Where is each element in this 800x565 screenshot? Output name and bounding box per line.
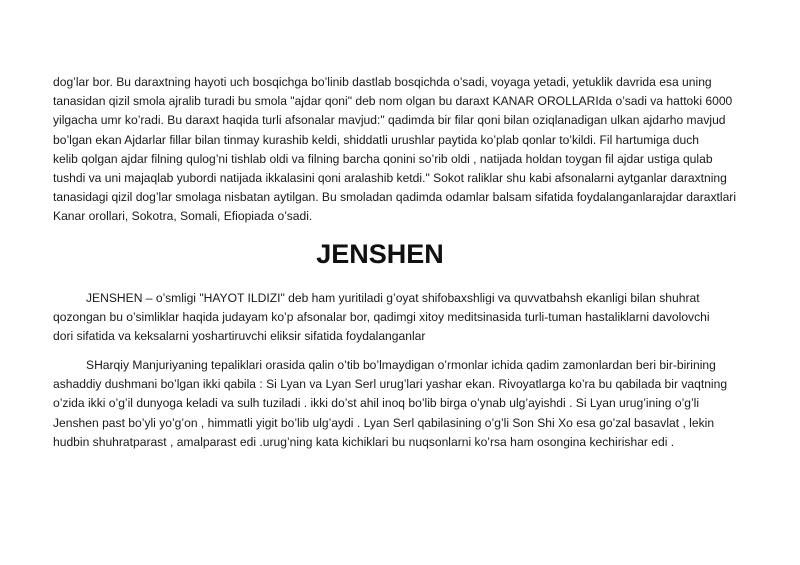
text-line: bo’lgan ekan Ajdarlar fillar bilan tinmay kurashib keldi, shiddatli urushlar paytida ko’plab qonlar to’kildi. Fil hartumiga duch <box>53 132 700 147</box>
text-line: hudbin shuhratparast , amalparast edi .urug’ning kata kichiklari bu nuqsonlarni ko’rsa ham osongina kechirishar edi . <box>53 434 675 449</box>
text-line: JENSHEN – o’smligi "HAYOT ILDIZI" deb ham yuritiladi g’oyat shifobaxshligi va quvvatbahsh ekanligi bilan shuhrat <box>86 291 700 305</box>
paragraph-legend <box>53 356 753 452</box>
section-heading: JENSHEN <box>316 239 444 269</box>
paragraph-jenshen-intro <box>53 289 753 347</box>
text-line: tanasidagi qizil dog’lar smolaga nisbatan aytilgan. Bu smoladan qadimda odamlar balsam sifatida foydalanganlarajdar daraxtlari <box>53 190 737 205</box>
text-line: yilgacha umr ko’radi. Bu daraxt haqida turli afsonalar mavjud:" qadimda bir filar qoni bilan oziqlanadigan ulkan ajdarho mavjud <box>53 113 726 128</box>
text-line: dog’lar bor. Bu daraxtning hayoti uch bosqichga bo’linib dastlab bosqichda o’sadi, voyaga yetadi, yetuklik davrida esa uning <box>53 75 712 89</box>
text-line: ashaddiy dushmani bo’lgan ikki qabila : Si Lyan va Lyan Serl urug’lari yashar ekan. Rivoyatlarga ko’ra bu qabilada bir vaqtning <box>53 377 728 392</box>
text-line: o’zida ikki o’g’il dunyoga keladi va sulh tuziladi . ikki do’st ahil inoq bo’lib birga o’ynab ulg’ayishdi . Si Lyan urug’ining o’g’li <box>53 396 700 411</box>
text-line: tushdi va uni majaqlab yubordi natijada ikkalasini qoni aralashib ketdi." Sokot raliklar shu kabi afsonalarni aytganlar daraxtning <box>53 171 727 186</box>
text-line: qozongan bu o’simliklar haqida judayam ko’p afsonalar bor, qadimgi xitoy meditsinasida turli-tuman hastaliklarni davolovchi <box>53 310 710 325</box>
text-line: dori sifatida va keksalarni yoshartiruvchi eliksir sifatida foydalanganlar <box>53 329 426 344</box>
paragraph-dragon-tree <box>53 73 753 227</box>
text-line: Kanar orollari, Sokotra, Somali, Efiopiada o’sadi. <box>53 209 313 224</box>
text-line: SHarqiy Manjuriyaning tepaliklari orasida qalin o’tib bo’lmaydigan o’rmonlar ichida qadim zamonlardan beri bir-birining <box>86 358 716 372</box>
text-line: kelib qolgan ajdar filning qulog’ni tishlab oldi va filning barcha qonini so’rib oldi , natijada holdan toygan fil ajdar ustiga qulab <box>53 151 713 166</box>
text-line: tanasidan qizil smola ajralib turadi bu smola "ajdar qoni" deb nom olgan bu daraxt KANAR OROLLARIda o’sadi va hattoki 6000 <box>53 94 733 109</box>
text-line: Jenshen past bo’yli yo’g’on , himmatli yigit bo’lib ulg’aydi . Lyan Serl qabilasining o’g’li Son Shi Xo esa go’zal basavlat , lekin <box>53 415 715 430</box>
